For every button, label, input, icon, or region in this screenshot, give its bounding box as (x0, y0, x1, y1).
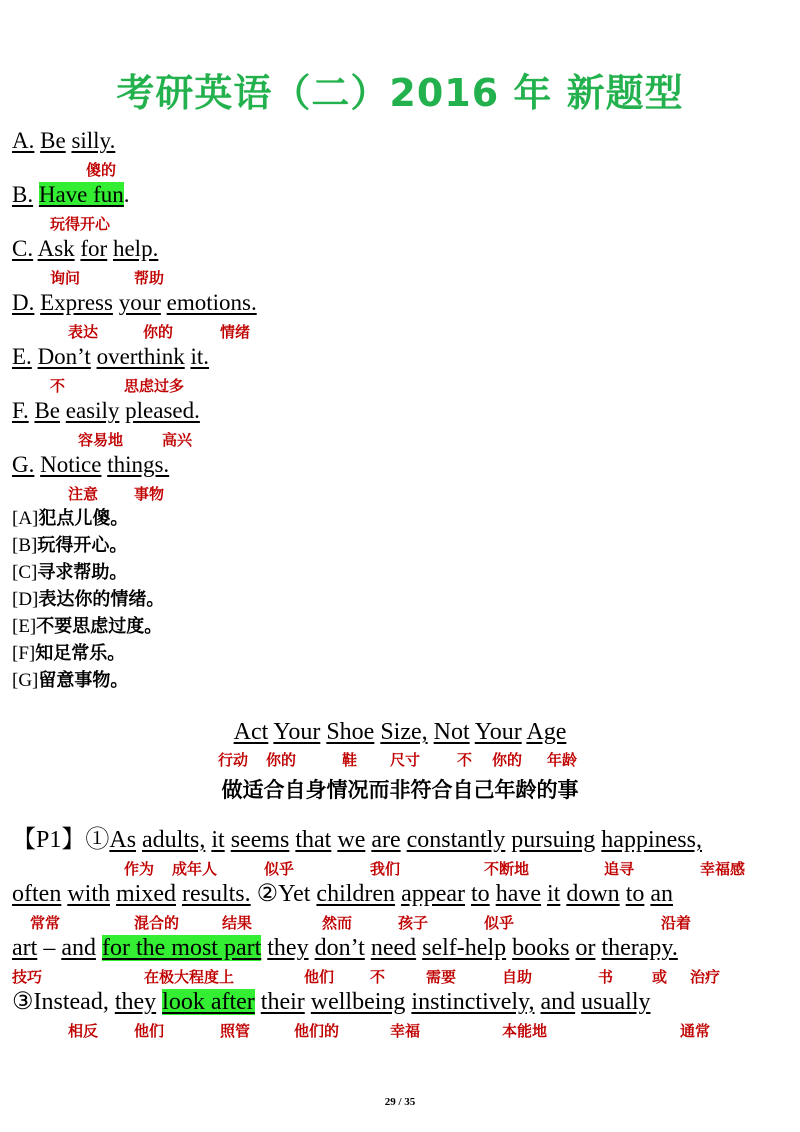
option-g: G. Notice things. (12, 452, 170, 477)
option-d: D. Express your emotions. (12, 290, 257, 315)
gloss: 似乎 (264, 860, 295, 878)
gloss: 你的 (492, 751, 523, 769)
gloss: 容易地 (78, 431, 124, 449)
gloss: 幸福感 (700, 860, 746, 878)
highlight: for the most part (101, 935, 262, 961)
gloss: 作为 (124, 860, 155, 878)
translation-item: [C]寻求帮助。 (12, 562, 128, 583)
gloss: 孩子 (398, 914, 429, 932)
option-e: E. Don’t overthink it. (12, 344, 209, 369)
paragraph-line: 【P1】①As adults, it seems that we are constantly pursuing happiness, (12, 827, 702, 853)
translation-item: [A]犯点儿傻。 (12, 508, 129, 529)
gloss: 本能地 (502, 1022, 548, 1040)
option-b: B. Have fun. (12, 182, 130, 207)
gloss: 不 (457, 751, 473, 769)
gloss: 行动 (218, 751, 249, 769)
gloss: 不断地 (484, 860, 530, 878)
gloss: 鞋 (342, 751, 358, 769)
gloss: 表达 (68, 323, 99, 341)
gloss: 询问 (50, 269, 81, 287)
gloss: 治疗 (690, 968, 721, 986)
gloss: 他们的 (294, 1022, 340, 1040)
gloss: 或 (652, 968, 668, 986)
gloss: 似乎 (484, 914, 515, 932)
article-title: Act Your Shoe Size, Not Your Age (233, 719, 567, 745)
paragraph-line: art – and for the most part they don’t need self-help books or therapy. (12, 935, 678, 961)
highlight: look after (162, 989, 255, 1015)
gloss: 成年人 (172, 860, 218, 878)
gloss: 常常 (30, 914, 61, 932)
highlight: Have fun (38, 182, 124, 207)
page-title: 考研英语（二）2016 年 新题型 (116, 71, 684, 115)
gloss: 帮助 (134, 269, 165, 287)
translation-item: [D]表达你的情绪。 (12, 589, 165, 610)
translation-item: [G]留意事物。 (12, 670, 129, 691)
gloss: 结果 (222, 914, 253, 932)
option-c: C. Ask for help. (12, 236, 159, 261)
translation-item: [E]不要思虑过度。 (12, 616, 163, 637)
option-a: A. Be silly. (12, 128, 116, 153)
gloss: 在极大程度上 (144, 968, 235, 986)
gloss: 事物 (134, 485, 165, 503)
gloss: 追寻 (604, 860, 635, 878)
gloss: 技巧 (12, 968, 43, 986)
gloss: 然而 (322, 914, 353, 932)
gloss: 尺寸 (390, 751, 421, 769)
gloss: 玩得开心 (50, 215, 111, 233)
gloss: 我们 (370, 860, 401, 878)
gloss: 你的 (266, 751, 297, 769)
gloss: 思虑过多 (124, 377, 185, 395)
gloss: 你的 (143, 323, 174, 341)
gloss: 不 (50, 377, 66, 395)
gloss: 幸福 (390, 1022, 421, 1040)
gloss: 他们 (134, 1022, 165, 1040)
gloss: 混合的 (134, 914, 180, 932)
gloss: 照管 (220, 1022, 251, 1040)
gloss: 注意 (68, 485, 99, 503)
paragraph-line: ③Instead, they look after their wellbeing instinctively, and usually (12, 989, 651, 1015)
option-f: F. Be easily pleased. (12, 398, 200, 423)
gloss: 年龄 (547, 751, 578, 769)
gloss: 情绪 (220, 323, 251, 341)
gloss: 不 (370, 968, 386, 986)
gloss: 相反 (68, 1022, 99, 1040)
gloss: 自助 (502, 968, 533, 986)
translation-item: [F]知足常乐。 (12, 643, 126, 664)
page-number: 29 / 35 (384, 1096, 416, 1108)
gloss: 需要 (426, 968, 457, 986)
gloss: 沿着 (661, 914, 692, 932)
article-subtitle: 做适合自身情况而非符合自己年龄的事 (221, 778, 579, 802)
gloss: 高兴 (162, 431, 193, 449)
gloss: 他们 (304, 968, 335, 986)
gloss: 书 (598, 968, 614, 986)
paragraph-line: often with mixed results. ②Yet children appear to have it down to an (12, 881, 674, 907)
gloss: 傻的 (86, 161, 117, 179)
translation-item: [B]玩得开心。 (12, 535, 128, 556)
gloss: 通常 (680, 1022, 711, 1040)
